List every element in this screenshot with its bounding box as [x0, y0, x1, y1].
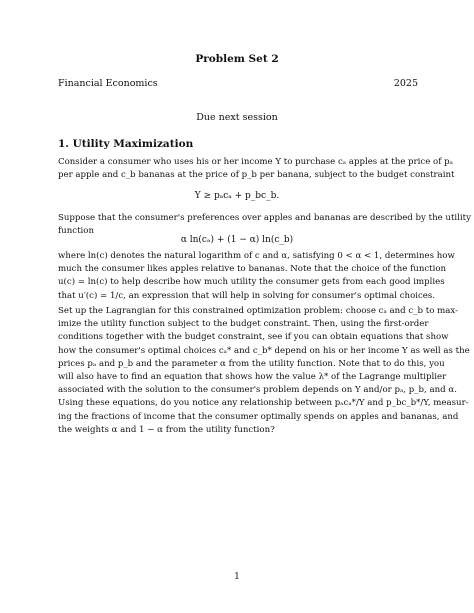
- page-number: 1: [234, 572, 240, 582]
- paragraph-line: Consider a consumer who uses his or her income Y to purchase cₐ apples at the price of pₐ: [58, 157, 453, 167]
- paragraph-line: Set up the Lagrangian for this constrained optimization problem: choose cₐ and c_b to max-: [58, 306, 458, 316]
- paragraph-line: associated with the solution to the consumer's problem depends on Y and/or pₐ, p_b, and α.: [58, 385, 457, 396]
- paragraph-line: ing the fractions of income that the consumer optimally spends on apples and bananas, and: [58, 411, 459, 422]
- paragraph-line: the weights α and 1 − α from the utility function?: [58, 424, 275, 435]
- paragraph-line: much the consumer likes apples relative to bananas. Note that the choice of the function: [58, 264, 447, 275]
- section-heading: 1. Utility Maximization: [58, 138, 194, 150]
- paragraph-line: Using these equations, do you notice any relationship between pₐcₐ*/Y and p_bc_b*/Y, measur-: [58, 398, 469, 409]
- paragraph-line: prices pₐ and p_b and the parameter α from the utility function. Note that to do this, you: [58, 358, 445, 369]
- paragraph-line: that u′(c) = 1/c, an expression that will help in solving for consumer's optimal choices.: [58, 290, 436, 301]
- year: 2025: [393, 78, 418, 89]
- document-title: Problem Set 2: [195, 53, 279, 65]
- paragraph-line: where ln(c) denotes the natural logarithm of c and α, satisfying 0 < α < 1, determines how: [58, 251, 455, 261]
- paragraph-line: Suppose that the consumer's preferences over apples and bananas are described by the utility: [58, 213, 471, 223]
- paragraph-line: per apple and c_b bananas at the price of p_b per banana, subject to the budget constraint: [58, 170, 455, 181]
- paragraph-line: how the consumer's optimal choices cₐ* and c_b* depend on his or her income Y as well as the: [58, 345, 470, 356]
- paragraph-3: [58, 250, 455, 303]
- paragraph-line: conditions together with the budget constraint, see if you can obtain equations that show: [58, 332, 449, 343]
- budget-constraint-equation: Y ≥ pₐcₐ + p_bc_b.: [194, 191, 280, 201]
- paragraph-line: will also have to find an equation that shows how the value λ* of the Lagrange multiplier: [58, 372, 447, 383]
- paragraph-4: [58, 305, 470, 437]
- paragraph-line: imize the utility function subject to the budget constraint. Then, using the first-order: [58, 319, 429, 330]
- paragraph-line: function: [58, 226, 94, 237]
- utility-function-equation: α ln(cₐ) + (1 − α) ln(c_b): [180, 235, 294, 245]
- paragraph-line: u(c) = ln(c) to help describe how much utility the consumer gets from each good implies: [58, 277, 445, 288]
- due-note: Due next session: [196, 112, 278, 123]
- course-name: Financial Economics: [58, 78, 158, 89]
- paragraph-1: [58, 156, 455, 182]
